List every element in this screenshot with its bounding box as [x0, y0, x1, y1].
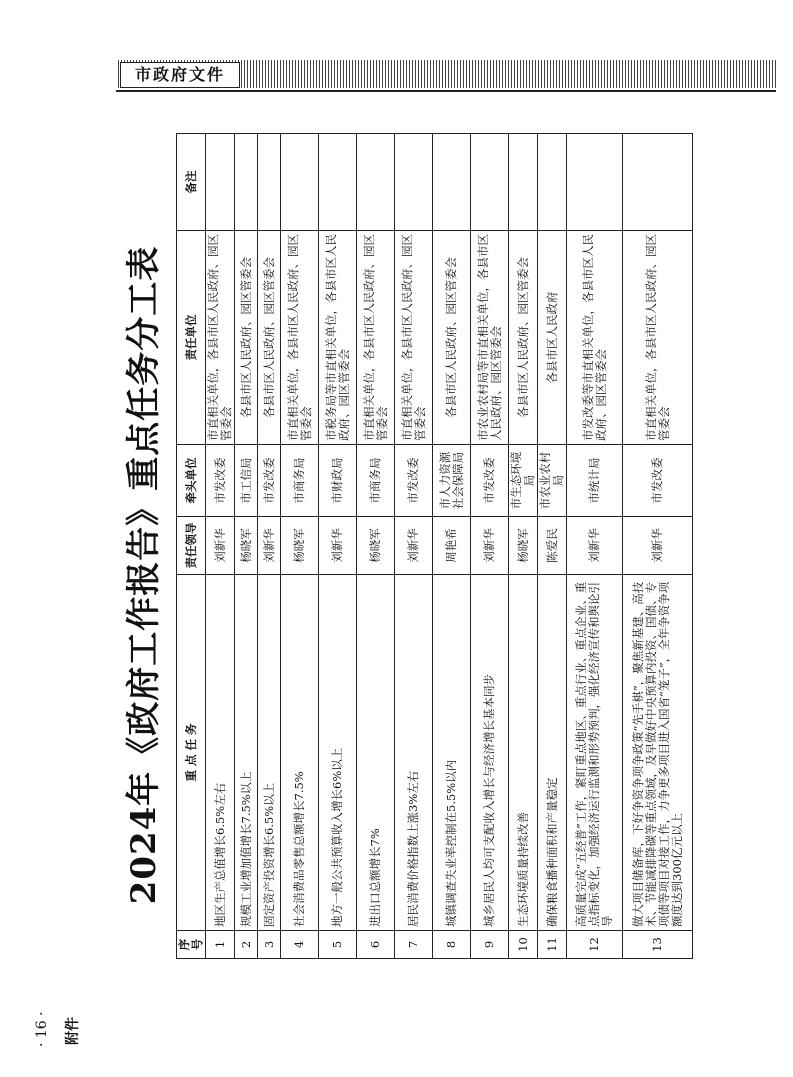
row-index: 1 — [206, 931, 235, 959]
table-row — [319, 134, 357, 959]
row-task: 确保粮食播种面积和产量稳定 — [538, 575, 567, 931]
row-task: 固定资产投资增长6.5%以上 — [258, 575, 281, 931]
row-index: 8 — [433, 931, 471, 959]
row-leader: 刘新华 — [319, 517, 357, 575]
row-task: 城镇调查失业率控制在5.5%以内 — [433, 575, 471, 931]
row-remarks — [281, 134, 319, 231]
table-row — [538, 134, 567, 959]
row-resp-unit: 各县市区人民政府 — [538, 231, 567, 445]
row-lead-unit: 市工信局 — [235, 445, 258, 517]
table-row — [258, 134, 281, 959]
row-resp-unit: 市农业农村局等市直相关单位，各县市区人民政府、园区管委会 — [471, 231, 509, 445]
page-number: · 16 · — [34, 1011, 50, 1047]
row-task: 城乡居民人均可支配收入增长与经济增长基本同步 — [471, 575, 509, 931]
row-task: 地方一般公共预算收入增长6%以上 — [319, 575, 357, 931]
row-resp-unit: 各县市区人民政府、园区管委会 — [258, 231, 281, 445]
row-index: 9 — [471, 931, 509, 959]
row-resp-unit: 市税务局等市直相关单位，各县市区人民政府、园区管委会 — [319, 231, 357, 445]
rotated-page — [28, 115, 768, 1045]
row-lead-unit: 市商务局 — [281, 445, 319, 517]
row-leader: 刘新华 — [258, 517, 281, 575]
row-lead-unit: 市财政局 — [319, 445, 357, 517]
header-rule — [116, 90, 776, 92]
row-lead-unit: 市发改委 — [395, 445, 433, 517]
row-lead-unit: 市商务局 — [357, 445, 395, 517]
row-remarks — [395, 134, 433, 231]
row-resp-unit: 各县市区人民政府、园区管委会 — [433, 231, 471, 445]
row-leader: 陈爱民 — [538, 517, 567, 575]
col-header-resp-unit: 责任单位 — [177, 231, 206, 445]
col-header-task: 重 点 任 务 — [177, 575, 206, 931]
table-row — [433, 134, 471, 959]
row-index: 3 — [258, 931, 281, 959]
col-header-remarks: 备注 — [177, 134, 206, 231]
row-index: 4 — [281, 931, 319, 959]
row-lead-unit: 市生态环境局 — [509, 445, 538, 517]
row-lead-unit: 市发改委 — [258, 445, 281, 517]
row-remarks — [509, 134, 538, 231]
col-header-leader: 责任领导 — [177, 517, 206, 575]
row-task: 居民消费价格指数上涨3%左右 — [395, 575, 433, 931]
table-row — [623, 134, 693, 959]
header-label: 市政府文件 — [120, 62, 240, 88]
row-task: 生态环境质量持续改善 — [509, 575, 538, 931]
row-lead-unit: 市农业农村局 — [538, 445, 567, 517]
row-index: 12 — [567, 931, 623, 959]
row-leader: 周艳希 — [433, 517, 471, 575]
row-leader: 刘新华 — [206, 517, 235, 575]
row-index: 13 — [623, 931, 693, 959]
row-index: 5 — [319, 931, 357, 959]
col-header-lead-unit: 牵头单位 — [177, 445, 206, 517]
row-remarks — [567, 134, 623, 231]
row-leader: 杨晓军 — [509, 517, 538, 575]
row-lead-unit: 市发改委 — [623, 445, 693, 517]
row-task: 地区生产总值增长6.5%左右 — [206, 575, 235, 931]
row-leader: 刘新华 — [623, 517, 693, 575]
table-row — [235, 134, 258, 959]
table-row — [567, 134, 623, 959]
row-index: 11 — [538, 931, 567, 959]
row-lead-unit: 市人力资源社会保障局 — [433, 445, 471, 517]
row-remarks — [471, 134, 509, 231]
table-row — [509, 134, 538, 959]
table-row — [471, 134, 509, 959]
row-leader: 杨晓军 — [357, 517, 395, 575]
task-table — [176, 133, 693, 959]
row-remarks — [623, 134, 693, 231]
row-resp-unit: 市直相关单位，各县市区人民政府、园区管委会 — [357, 231, 395, 445]
row-resp-unit: 市直相关单位，各县市区人民政府、园区管委会 — [281, 231, 319, 445]
row-task: 社会消费品零售总额增长7.5% — [281, 575, 319, 931]
row-task: 进出口总额增长7% — [357, 575, 395, 931]
row-lead-unit: 市统计局 — [567, 445, 623, 517]
row-remarks — [433, 134, 471, 231]
row-remarks — [319, 134, 357, 231]
row-resp-unit: 市直相关单位，各县市区人民政府、园区管委会 — [623, 231, 693, 445]
attachment-label: 附件 — [65, 1017, 81, 1045]
table-body — [206, 134, 693, 959]
page-title: 2024年《政府工作报告》重点任务分工表 — [124, 245, 164, 905]
row-lead-unit: 市发改委 — [471, 445, 509, 517]
row-remarks — [538, 134, 567, 231]
row-resp-unit: 各县市区人民政府、园区管委会 — [509, 231, 538, 445]
row-remarks — [258, 134, 281, 231]
row-remarks — [357, 134, 395, 231]
row-leader: 刘新华 — [395, 517, 433, 575]
table-row — [395, 134, 433, 959]
row-index: 7 — [395, 931, 433, 959]
row-lead-unit: 市发改委 — [206, 445, 235, 517]
table-row — [281, 134, 319, 959]
row-index: 6 — [357, 931, 395, 959]
col-header-index: 序号 — [177, 931, 206, 959]
table-header-row — [177, 134, 206, 959]
row-leader: 刘新华 — [471, 517, 509, 575]
row-task: 做大项目储备库，下好争资争项争政策“先手棋”，聚焦新基建、高技术、节能减排降碳等重点领域，及早做好中央预算内投资、国债、专项债等项目对接工作，力争更多项目进入国省“笼子”，全年争资争项额度达到300亿元以上 — [623, 575, 693, 931]
row-task: 高质量完成“五经普”工作，紧盯重点地区、重点行业、重点企业、重点指标变化，加强经济运行监测和形势预判，强化经济宣传和舆论引导 — [567, 575, 623, 931]
row-resp-unit: 市发改委等市直相关单位，各县市区人民政府、园区管委会 — [567, 231, 623, 445]
row-resp-unit: 市直相关单位，各县市区人民政府、园区管委会 — [206, 231, 235, 445]
row-remarks — [235, 134, 258, 231]
row-resp-unit: 市直相关单位，各县市区人民政府、园区管委会 — [395, 231, 433, 445]
row-leader: 杨晓军 — [235, 517, 258, 575]
row-remarks — [206, 134, 235, 231]
row-resp-unit: 各县市区人民政府、园区管委会 — [235, 231, 258, 445]
row-index: 2 — [235, 931, 258, 959]
row-leader: 刘新华 — [567, 517, 623, 575]
document-header — [116, 60, 776, 96]
row-index: 10 — [509, 931, 538, 959]
table-row — [206, 134, 235, 959]
row-task: 规模工业增加值增长7.5%以上 — [235, 575, 258, 931]
row-leader: 杨晓军 — [281, 517, 319, 575]
table-row — [357, 134, 395, 959]
